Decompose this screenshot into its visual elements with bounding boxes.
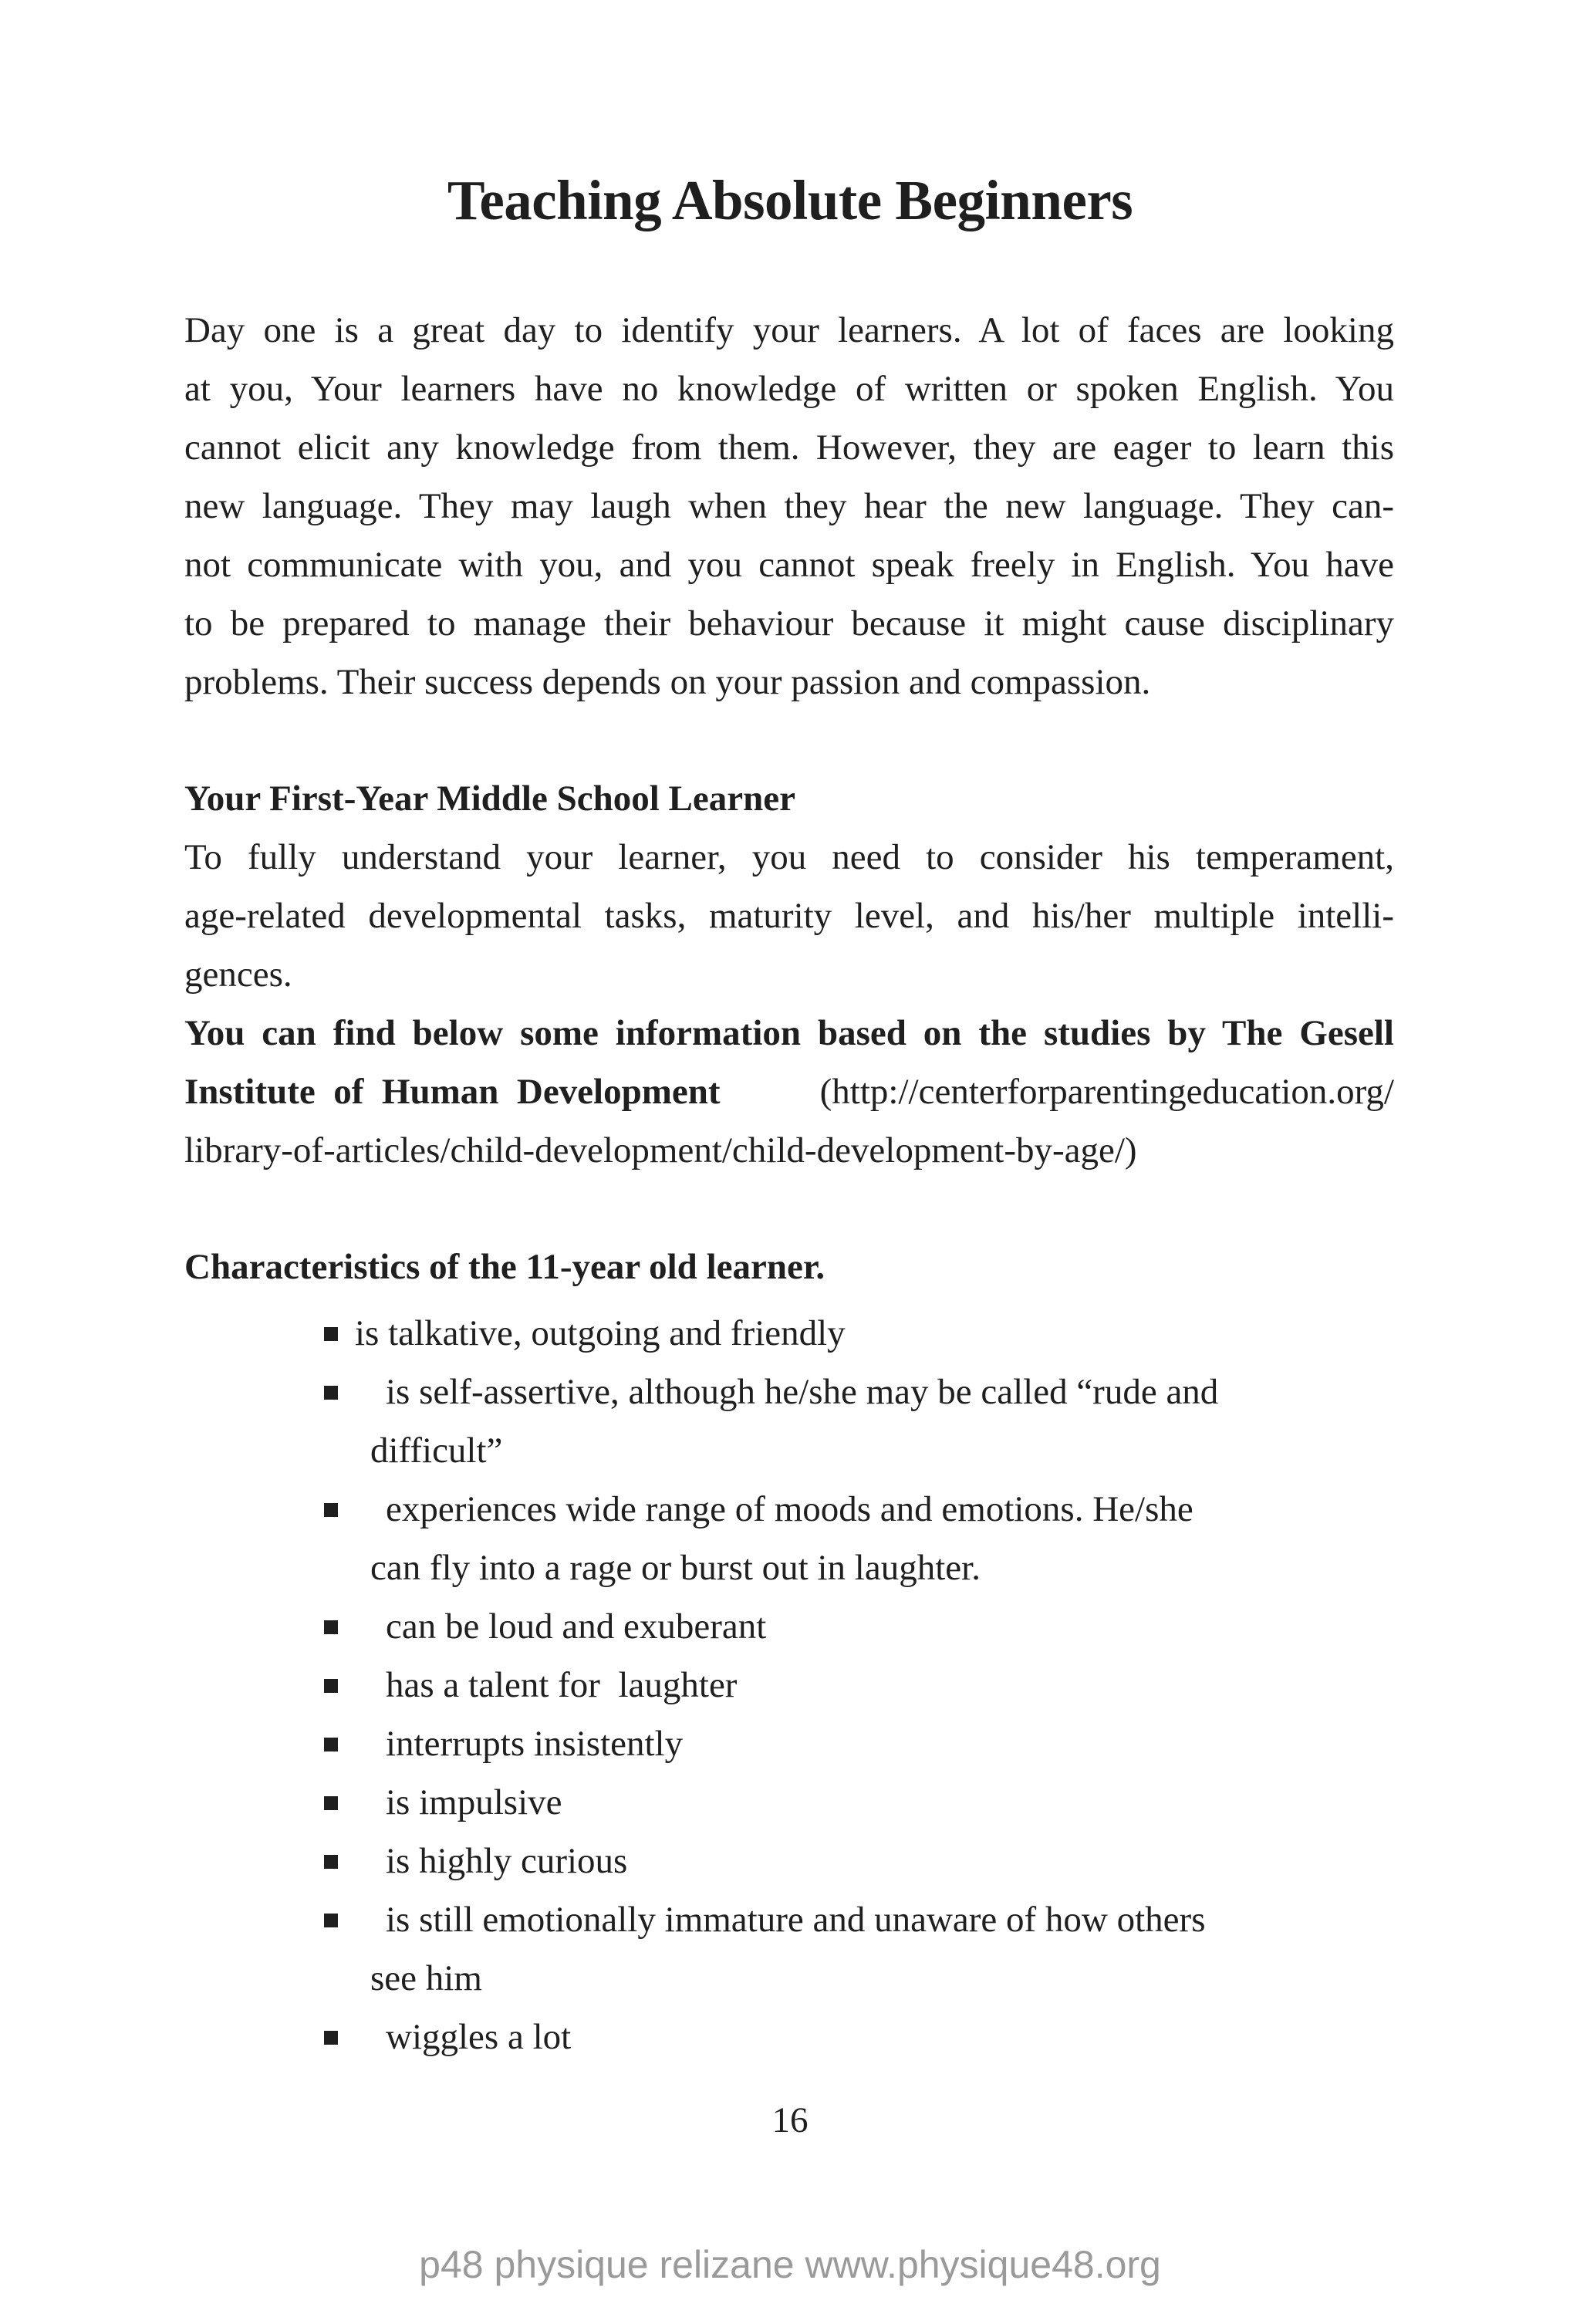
body-line: gences. <box>184 954 292 995</box>
page-title: Teaching Absolute Beginners <box>447 169 1133 231</box>
list-item <box>324 1363 1327 1480</box>
list-item <box>324 1714 1327 1773</box>
square-bullet-icon <box>324 1679 338 1693</box>
section-characteristics <box>184 1238 1394 1296</box>
list-item <box>324 1832 1327 1890</box>
intro-line: cannot elicit any knowledge from them. However, they are eager to learn this <box>184 427 1394 468</box>
square-bullet-icon <box>324 1620 338 1634</box>
square-bullet-icon <box>324 1503 338 1517</box>
intro-line: new language. They may laugh when they hear the new language. They can- <box>184 486 1394 526</box>
list-item-text: interrupts insistently <box>386 1724 684 1764</box>
section-heading: Characteristics of the 11-year old learner. <box>184 1247 825 1287</box>
list-item-text: is talkative, outgoing and friendly <box>355 1313 846 1353</box>
list-item-text: is highly curious <box>386 1841 628 1881</box>
list-item <box>324 1773 1327 1832</box>
intro-line: not communicate with you, and you cannot speak freely in English. You have <box>184 545 1394 585</box>
square-bullet-icon <box>324 1738 338 1751</box>
list-item-text: has a talent for laughter <box>386 1665 738 1705</box>
list-item <box>324 2008 1327 2066</box>
square-bullet-icon <box>324 1386 338 1400</box>
list-item-text: is impulsive <box>386 1782 562 1822</box>
square-bullet-icon <box>324 1327 338 1341</box>
intro-line: to be prepared to manage their behaviour because it might cause disciplinary <box>184 603 1394 643</box>
list-item-continuation: can fly into a rage or burst out in laughter. <box>370 1548 981 1588</box>
list-item-text: is self-assertive, although he/she may be called “rude and <box>386 1372 1219 1412</box>
institute-name: Institute of Human Development <box>184 1072 721 1112</box>
list-item-text: is still emotionally immature and unaware of how others <box>386 1900 1206 1940</box>
body-line: age-related developmental tasks, maturity level, and his/her multiple intelli- <box>184 896 1394 936</box>
list-item <box>324 1480 1327 1597</box>
square-bullet-icon <box>324 1914 338 1927</box>
list-item-text: wiggles a lot <box>386 2017 572 2057</box>
list-item <box>324 1304 1327 1363</box>
square-bullet-icon <box>324 1796 338 1810</box>
source-line <box>184 1062 1394 1121</box>
bold-source-line: You can find below some information based on the studies by The Gesell <box>184 1013 1394 1053</box>
page-number: 16 <box>771 2100 809 2140</box>
intro-line: problems. Their success depends on your passion and compassion. <box>184 662 1151 702</box>
source-link-continued[interactable]: library-of-articles/child-development/child-development-by-age/) <box>184 1130 1137 1170</box>
list-item <box>324 1890 1327 2008</box>
square-bullet-icon <box>324 1855 338 1869</box>
characteristics-list <box>324 1304 1327 2066</box>
section-first-year-learner <box>184 769 1394 1180</box>
source-link[interactable]: (http://centerforparentingeducation.org/ <box>819 1072 1394 1112</box>
intro-line: Day one is a great day to identify your learners. A lot of faces are looking <box>184 310 1394 350</box>
intro-line: at you, Your learners have no knowledge of written or spoken English. You <box>184 369 1394 409</box>
list-item-text: can be loud and exuberant <box>386 1606 767 1647</box>
list-item-continuation: difficult” <box>370 1431 503 1471</box>
watermark-footer: p48 physique relizane www.physique48.org <box>419 2243 1161 2286</box>
square-bullet-icon <box>324 2031 338 2045</box>
intro-paragraph <box>184 301 1394 711</box>
list-item <box>324 1597 1327 1656</box>
body-line: To fully understand your learner, you need to consider his temperament, <box>184 837 1394 877</box>
list-item-text: experiences wide range of moods and emotions. He/she <box>386 1489 1193 1529</box>
section-heading: Your First-Year Middle School Learner <box>184 779 795 819</box>
list-item-continuation: see him <box>370 1958 482 1998</box>
list-item <box>324 1656 1327 1714</box>
